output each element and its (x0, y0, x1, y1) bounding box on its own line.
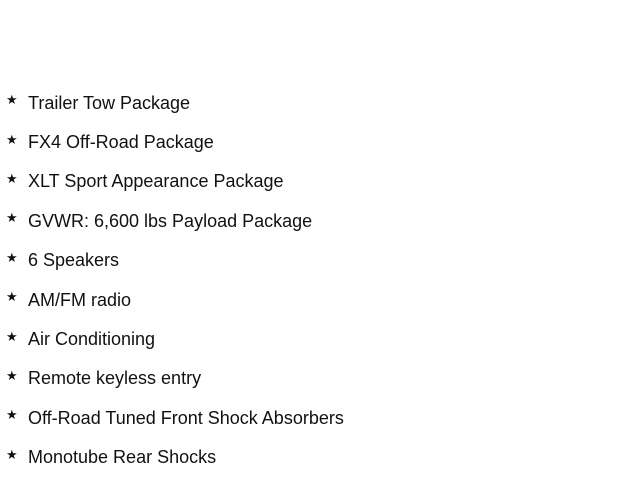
feature-label: Trailer Tow Package (28, 92, 191, 113)
feature-item (0, 83, 344, 122)
star-icon: ★ (6, 92, 18, 108)
feature-item (0, 162, 344, 201)
feature-label: Off-Road Tuned Front Shock Absorbers (28, 407, 344, 428)
feature-label: GVWR: 6,600 lbs Payload Package (28, 210, 313, 231)
star-icon: ★ (6, 367, 18, 383)
star-icon: ★ (6, 210, 18, 226)
star-icon: ★ (6, 249, 18, 265)
feature-list (0, 83, 344, 477)
feature-label: Air Conditioning (28, 329, 156, 350)
star-icon: ★ (6, 407, 18, 423)
feature-item (0, 398, 344, 437)
feature-item (0, 122, 344, 161)
feature-item (0, 280, 344, 319)
feature-item (0, 359, 344, 398)
star-icon: ★ (6, 446, 18, 462)
feature-item (0, 438, 344, 477)
feature-label: Remote keyless entry (28, 368, 202, 389)
star-icon: ★ (6, 131, 18, 147)
feature-label: Monotube Rear Shocks (28, 447, 217, 468)
feature-label: XLT Sport Appearance Package (28, 171, 284, 192)
star-icon: ★ (6, 328, 18, 344)
feature-label: FX4 Off-Road Package (28, 132, 214, 153)
feature-label: AM/FM radio (28, 289, 132, 310)
feature-label: 6 Speakers (28, 250, 120, 271)
star-icon: ★ (6, 289, 18, 305)
feature-item (0, 319, 344, 358)
feature-item (0, 201, 344, 240)
star-icon: ★ (6, 170, 18, 186)
feature-item (0, 241, 344, 280)
